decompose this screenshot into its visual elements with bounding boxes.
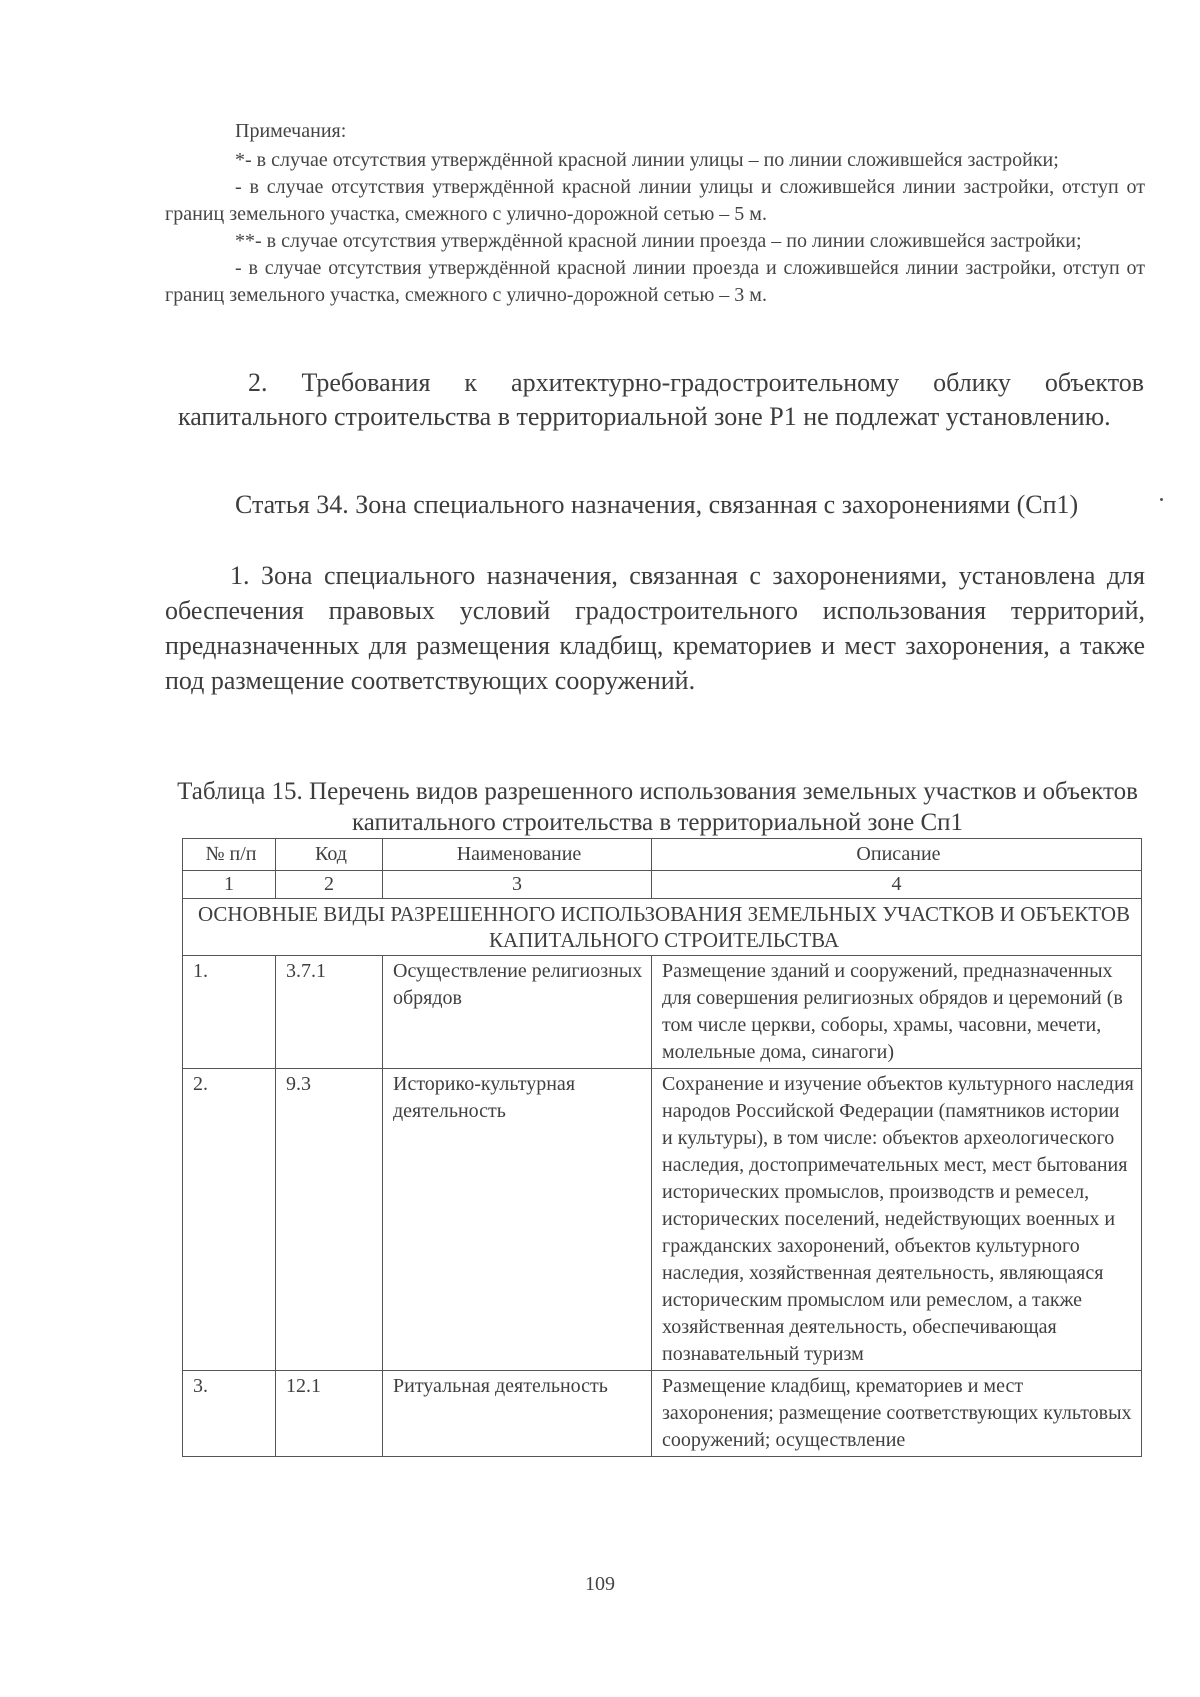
table-row xyxy=(183,956,1142,1069)
row-number: 2. xyxy=(183,1069,276,1371)
article-body: 1. Зона специального назначения, связанная с захоронениями, установлена для обеспечения правовых условий градостроительного использования территорий, предназначенных для размещения кладбищ, крематориев и мест захоронения, а также под размещение соответствующих сооружений. xyxy=(165,561,1145,695)
table-row xyxy=(183,1069,1142,1371)
row-name: Осуществление религиозных обрядов xyxy=(383,956,652,1069)
architectural-requirements-paragraph: 2. Требования к архитектурно-градостроительному облику объектов капитального строительства в территориальной зоне Р1 не подлежат установлению. xyxy=(178,368,1144,431)
row-description: Сохранение и изучение объектов культурного наследия народов Российской Федерации (памятников истории и культуры), в том числе: объектов археологического наследия, достопримечательных мест, мест бытования исторических промыслов, производств и ремесел, исторических поселений, недействующих военных и гражданских захоронений, объектов культурного наследия, хозяйственная деятельность, являющаяся историческим промыслом или ремеслом, а также хозяйственная деятельность, обеспечивающая познавательный туризм xyxy=(652,1069,1142,1371)
note-item: - в случае отсутствия утверждённой красной линии улицы и сложившейся линии застройки, отступ от границ земельного участка, смежного с улично-дорожной сетью – 5 м. xyxy=(165,176,1145,225)
row-number: 3. xyxy=(183,1371,276,1457)
header-description: Описание xyxy=(652,839,1142,871)
header-number: № п/п xyxy=(183,839,276,871)
article-title: Статья 34. Зона специального назначения, связанная с захоронениями (Сп1) xyxy=(235,490,1079,519)
column-number-row xyxy=(183,871,1142,899)
column-number: 3 xyxy=(383,871,652,899)
column-number: 4 xyxy=(652,871,1142,899)
row-description: Размещение кладбищ, крематориев и мест захоронения; размещение соответствующих культовых сооружений; осуществление xyxy=(652,1371,1142,1457)
section-title: ОСНОВНЫЕ ВИДЫ РАЗРЕШЕННОГО ИСПОЛЬЗОВАНИЯ ЗЕМЕЛЬНЫХ УЧАСТКОВ И ОБЪЕКТОВ КАПИТАЛЬНОГО СТРОИТЕЛЬСТВА xyxy=(183,899,1142,956)
page-number: 109 xyxy=(585,1573,615,1595)
row-code: 9.3 xyxy=(276,1069,383,1371)
row-code: 3.7.1 xyxy=(276,956,383,1069)
table-caption: Таблица 15. Перечень видов разрешенного использования земельных участков и объектов капитального строительства в территориальной зоне Сп1 xyxy=(177,778,1138,836)
permitted-use-table xyxy=(182,838,1142,1457)
column-number: 2 xyxy=(276,871,383,899)
column-number: 1 xyxy=(183,871,276,899)
scan-speck xyxy=(1160,498,1163,501)
header-code: Код xyxy=(276,839,383,871)
table-row xyxy=(183,1371,1142,1457)
row-number: 1. xyxy=(183,956,276,1069)
note-item: **- в случае отсутствия утверждённой красной линии проезда – по линии сложившейся застройки; xyxy=(235,230,1082,252)
table-header-row xyxy=(183,839,1142,871)
section-row xyxy=(183,899,1142,956)
row-name: Историко-культурная деятельность xyxy=(383,1069,652,1371)
row-code: 12.1 xyxy=(276,1371,383,1457)
notes-title: Примечания: xyxy=(235,120,347,142)
header-name: Наименование xyxy=(383,839,652,871)
note-item: - в случае отсутствия утверждённой красной линии проезда и сложившейся линии застройки, отступ от границ земельного участка, смежного с улично-дорожной сетью – 3 м. xyxy=(165,257,1145,306)
notes-block xyxy=(165,118,1145,309)
row-name: Ритуальная деятельность xyxy=(383,1371,652,1457)
note-item: *- в случае отсутствия утверждённой красной линии улицы – по линии сложившейся застройки; xyxy=(235,149,1059,171)
row-description: Размещение зданий и сооружений, предназначенных для совершения религиозных обрядов и церемоний (в том числе церкви, соборы, храмы, часовни, мечети, молельные дома, синагоги) xyxy=(652,956,1142,1069)
